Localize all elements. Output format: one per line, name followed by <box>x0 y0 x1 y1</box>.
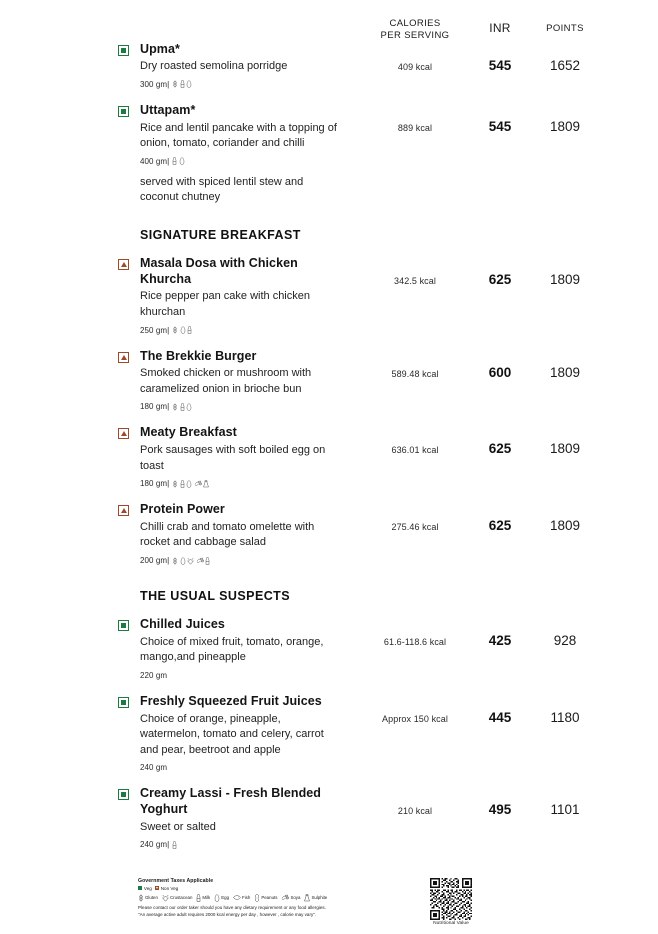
menu-item-title: Protein Power <box>140 502 225 517</box>
sulphite-icon <box>203 480 209 488</box>
allergen-legend <box>138 894 368 902</box>
menu-item-description: Smoked chicken or mushroom with caramelized onion in brioche bun <box>140 367 312 395</box>
veg-marker-icon <box>118 106 129 117</box>
item-allergen-icons <box>172 326 192 334</box>
menu-item-points: 1809 <box>549 364 581 380</box>
menu-item-details <box>0 103 360 206</box>
veg-marker-icon <box>118 789 129 800</box>
menu-item-description: Rice pepper pan cake with chicken khurchan <box>140 290 310 318</box>
menu-sections <box>0 42 658 849</box>
milk-icon <box>180 80 185 88</box>
menu-item-points: 1652 <box>549 57 581 73</box>
crustacean-icon <box>162 894 169 902</box>
table-header <box>0 0 658 42</box>
menu-item-title: Meaty Breakfast <box>140 425 237 440</box>
taxes-note: Government Taxes Applicable <box>138 877 214 884</box>
soya-icon <box>194 480 202 487</box>
gluten-icon <box>172 326 178 334</box>
calories-line-1: CALORIES <box>389 18 441 29</box>
dietary-note: Please contact our order taker should you have any dietary requirement or any food allergies. <box>138 904 326 910</box>
allergen-legend-label: Crustacean <box>169 895 193 900</box>
menu-item-details <box>0 694 360 772</box>
portion-weight: 220 gm <box>140 670 168 680</box>
soya-icon <box>281 894 289 901</box>
allergen-legend-label: Peanuts <box>261 895 278 900</box>
veg-legend-label: Veg <box>143 885 152 891</box>
egg-icon <box>179 157 185 165</box>
menu-item-points: 928 <box>553 633 577 649</box>
item-allergen-icons <box>172 403 192 411</box>
milk-icon <box>196 894 201 902</box>
allergen-legend-label: Soya <box>290 895 301 900</box>
menu-item-title: Uttapam* <box>140 102 196 117</box>
allergen-legend-item <box>254 894 277 902</box>
page-footer <box>0 878 658 927</box>
menu-item <box>0 694 658 772</box>
qr-code-icon[interactable] <box>430 878 472 920</box>
menu-item-details <box>0 349 360 412</box>
menu-item <box>0 786 658 849</box>
menu-item-title: Freshly Squeezed Fruit Juices <box>140 693 322 708</box>
calories-line-2: PER SERVING <box>380 29 450 41</box>
menu-item-price-inr: 545 <box>488 57 512 73</box>
menu-item-details <box>0 786 360 849</box>
menu-item <box>0 502 658 565</box>
menu-item-title: The Brekkie Burger <box>140 348 257 363</box>
menu-item-calories: 342.5 kcal <box>394 276 436 287</box>
footer-legend <box>138 878 368 920</box>
menu-item-details <box>0 256 360 334</box>
menu-item-calories: 589.48 kcal <box>391 368 439 379</box>
column-header-calories <box>360 18 470 42</box>
menu-item-title: Creamy Lassi - Fresh Blended Yoghurt <box>140 786 321 816</box>
section-heading: SIGNATURE BREAKFAST <box>140 228 301 243</box>
egg-icon <box>180 326 186 334</box>
veg-marker-icon <box>118 697 129 708</box>
allergen-legend-label: Egg <box>221 895 230 900</box>
menu-item-details <box>0 425 360 488</box>
menu-item-extra-note: served with spiced lentil stew and coconut chutney <box>140 175 304 204</box>
menu-item-portion <box>140 80 360 89</box>
nonveg-marker-icon <box>118 428 129 439</box>
veg-marker-icon <box>138 886 142 890</box>
gluten-icon <box>172 80 178 88</box>
menu-item-points: 1180 <box>550 709 580 725</box>
menu-item-portion <box>140 671 360 680</box>
item-allergen-icons <box>172 157 185 165</box>
nonveg-legend-label: Non Veg <box>160 885 179 891</box>
menu-item-price-inr: 625 <box>488 441 512 457</box>
menu-item-description: Choice of orange, pineapple, watermelon, tomato and celery, carrot and pear, beetroot and apple <box>140 712 324 756</box>
allergen-legend-label: Sulphite <box>311 895 328 900</box>
menu-item-points: 1809 <box>549 118 581 134</box>
allergen-legend-item <box>196 894 210 902</box>
milk-icon <box>172 157 177 165</box>
portion-weight: 300 gm| <box>140 79 170 89</box>
menu-item-calories: 275.46 kcal <box>391 522 439 533</box>
fish-icon <box>233 894 241 901</box>
menu-item-portion <box>140 556 360 565</box>
portion-weight: 180 gm| <box>140 479 170 489</box>
gluten-icon <box>172 403 178 411</box>
egg-icon <box>186 480 192 488</box>
egg-icon <box>186 80 192 88</box>
veg-legend <box>138 886 152 891</box>
milk-icon <box>187 326 192 334</box>
qr-label: Nutritional Value <box>433 921 469 926</box>
menu-item-details <box>0 617 360 680</box>
gluten-icon <box>172 557 178 565</box>
milk-icon <box>180 403 185 411</box>
portion-weight: 200 gm| <box>140 556 170 566</box>
nonveg-marker-icon <box>118 352 129 363</box>
menu-item-description: Dry roasted semolina porridge <box>140 60 288 73</box>
menu-item-points: 1809 <box>549 518 581 534</box>
menu-item-description: Chilli crab and tomato omelette with rocket and cabbage salad <box>140 520 315 549</box>
veg-marker-icon <box>118 45 129 56</box>
milk-icon <box>172 841 177 849</box>
menu-item-title: Upma* <box>140 41 180 56</box>
portion-weight: 240 gm <box>140 763 168 773</box>
energy-note: "An average active adult requires 2000 kcal energy per day , however , calorie may vary". <box>138 912 317 918</box>
menu-item-price-inr: 425 <box>488 633 512 649</box>
portion-weight: 240 gm| <box>140 840 170 850</box>
milk-icon <box>180 480 185 488</box>
item-allergen-icons <box>172 557 210 565</box>
section-heading: THE USUAL SUSPECTS <box>140 589 291 604</box>
menu-item-description: Choice of mixed fruit, tomato, orange, mango,and pineapple <box>140 635 324 664</box>
gluten-icon <box>172 480 178 488</box>
menu-item-price-inr: 600 <box>488 364 512 380</box>
menu-item-details <box>0 502 360 565</box>
allergen-legend-item <box>214 894 229 902</box>
portion-weight: 400 gm| <box>140 156 170 166</box>
menu-item <box>0 42 658 89</box>
menu-item-portion <box>140 402 360 411</box>
menu-item <box>0 349 658 412</box>
egg-icon <box>180 557 186 565</box>
nonveg-marker-icon <box>118 505 129 516</box>
sulphite-icon <box>304 894 310 902</box>
column-header-points: POINTS <box>546 23 584 34</box>
menu-item-calories: 210 kcal <box>397 806 433 817</box>
menu-item-title: Masala Dosa with Chicken Khurcha <box>140 256 298 286</box>
menu-item-title: Chilled Juices <box>140 617 225 632</box>
menu-item-description: Rice and lentil pancake with a topping of onion, tomato, coriander and chilli <box>140 121 337 150</box>
soya-icon <box>196 557 204 564</box>
menu-item-calories: Approx 150 kcal <box>382 713 448 724</box>
egg-icon <box>214 894 220 902</box>
menu-item-portion <box>140 479 360 488</box>
menu-item-portion <box>140 840 360 849</box>
menu-item <box>0 425 658 488</box>
allergen-legend-label: Fish <box>242 895 251 900</box>
diet-legend <box>138 886 368 891</box>
crustacean-icon <box>187 557 194 565</box>
nonveg-marker-icon <box>155 886 159 890</box>
menu-item-price-inr: 445 <box>488 709 512 725</box>
menu-item-calories: 61.6-118.6 kcal <box>383 637 447 648</box>
veg-marker-icon <box>118 620 129 631</box>
allergen-legend-item <box>162 894 192 902</box>
header-spacer <box>0 18 360 42</box>
menu-item-calories: 636.01 kcal <box>391 445 439 456</box>
menu-item-points: 1809 <box>549 272 581 288</box>
menu-item-details <box>0 42 360 89</box>
menu-item-calories: 409 kcal <box>397 61 433 72</box>
allergen-legend-item <box>138 894 158 902</box>
allergen-legend-label: Milk <box>202 895 211 900</box>
menu-item-price-inr: 625 <box>488 518 512 534</box>
allergen-legend-label: Gluten <box>145 895 158 900</box>
milk-icon <box>205 557 210 565</box>
menu-item <box>0 103 658 206</box>
nonveg-marker-icon <box>118 259 129 270</box>
menu-item <box>0 617 658 680</box>
portion-weight: 250 gm| <box>140 325 170 335</box>
menu-item-portion <box>140 157 360 166</box>
gluten-icon <box>138 894 144 902</box>
column-header-inr: INR <box>489 21 511 35</box>
egg-icon <box>186 403 192 411</box>
menu-item-points: 1809 <box>549 441 581 457</box>
menu-item-points: 1101 <box>550 802 580 818</box>
allergen-legend-item <box>281 894 300 901</box>
menu-item-calories: 889 kcal <box>397 122 433 133</box>
item-allergen-icons <box>172 841 177 849</box>
portion-weight: 180 gm| <box>140 402 170 412</box>
menu-item-price-inr: 495 <box>488 802 512 818</box>
item-allergen-icons <box>172 80 192 88</box>
menu-item-portion <box>140 326 360 335</box>
allergen-legend-item <box>304 894 327 902</box>
nonveg-legend <box>155 886 179 891</box>
menu-item-portion <box>140 763 360 772</box>
menu-item <box>0 256 658 334</box>
qr-block[interactable] <box>430 878 472 927</box>
peanuts-icon <box>254 894 260 902</box>
menu-item-description: Pork sausages with soft boiled egg on toast <box>140 443 326 472</box>
menu-item-price-inr: 545 <box>488 118 512 134</box>
menu-item-price-inr: 625 <box>488 272 512 288</box>
item-allergen-icons <box>172 480 209 488</box>
menu-item-description: Sweet or salted <box>140 820 216 833</box>
allergen-legend-item <box>233 894 250 901</box>
